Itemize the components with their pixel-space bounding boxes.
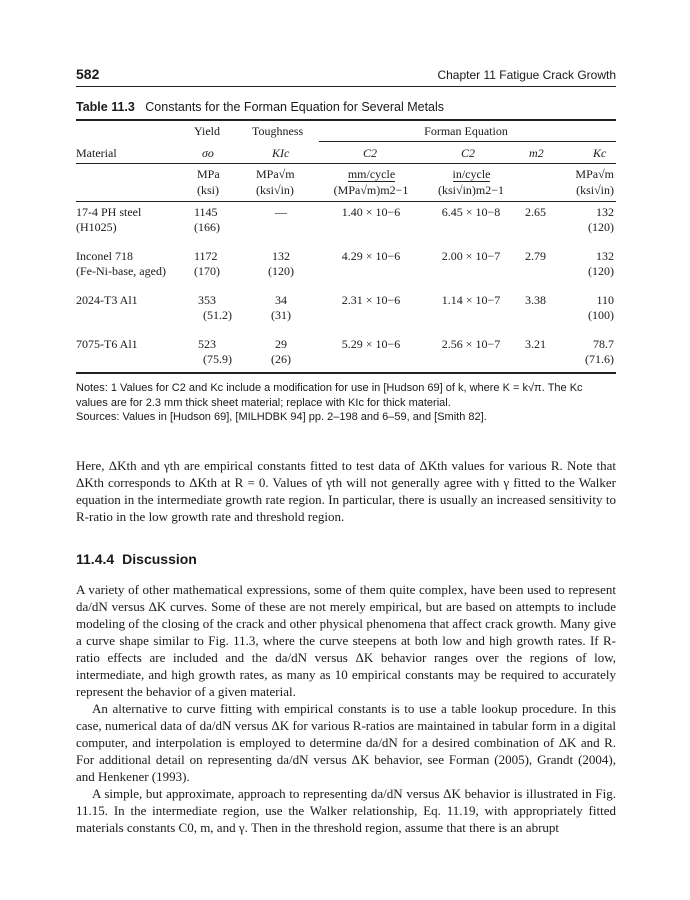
table-caption	[76, 100, 616, 114]
cell-sigma-us: (170)	[194, 264, 220, 278]
cell-sigma: 1145	[194, 205, 218, 219]
cell-m2: 3.21	[525, 337, 546, 351]
cell-material: 17-4 PH steel	[76, 205, 142, 219]
cell-c2-si: 5.29 × 10−6	[341, 337, 401, 351]
table-note-line: values are for 2.3 mm thick sheet material; replace with KIc for thick material.	[76, 396, 451, 409]
table-top-rule	[76, 119, 616, 121]
cell-sigma: 523	[198, 337, 216, 351]
header-kc: Kc	[593, 146, 607, 160]
cell-kic-us: (31)	[271, 308, 291, 322]
cell-sigma-us: (75.9)	[203, 352, 232, 366]
unit-kc-si: MPa√m	[575, 167, 614, 181]
cell-kc-us: (71.6)	[585, 352, 614, 366]
cell-kc: 132	[596, 205, 614, 219]
cell-sigma-us: (166)	[194, 220, 220, 234]
header-forman-equation: Forman Equation	[424, 124, 508, 138]
cell-c2-si: 1.40 × 10−6	[341, 205, 401, 219]
cell-c2-si: 4.29 × 10−6	[341, 249, 401, 263]
unit-kic-us: (ksi√in)	[256, 183, 294, 197]
header-c2-us: C2	[461, 146, 476, 160]
cell-kc: 132	[596, 249, 614, 263]
paragraph-text: A variety of other mathematical expressions, some of them quite complex, have been used to represent da/dN versus ΔK curves. Some of these are not merely empirical, but are based on attempts to include modeling of the closing of the crack and other physical phenomena that affect crack growth. Many give a curve shape similar to Fig. 11.3, where the curve steepens at both low and high growth rates. If R-ratio effects are included and the da/dN versus ΔK behavior ranges over the regions of low, intermediate, and high growth rates, as many as 10 empirical constants may be required to accurately represent the behavior of a given material.	[76, 582, 616, 699]
cell-material-note: (Fe-Ni-base, aged)	[76, 264, 166, 278]
cell-kc: 78.7	[593, 337, 614, 351]
unit-kic-si: MPa√m	[256, 167, 295, 181]
unit-sigma-si: MPa	[197, 167, 220, 181]
unit-c2-us-top	[429, 167, 514, 182]
cell-material: 7075-T6 Al1	[76, 337, 138, 351]
cell-sigma: 353	[198, 293, 216, 307]
section-title: Discussion	[122, 551, 197, 567]
cell-sigma-us: (51.2)	[203, 308, 232, 322]
cell-material-note: (H1025)	[76, 220, 117, 234]
cell-material: Inconel 718	[76, 249, 133, 263]
unit-c2-si-top	[329, 167, 414, 182]
cell-kic: 132	[272, 249, 290, 263]
cell-c2-us: 2.00 × 10−7	[441, 249, 501, 263]
cell-kc: 110	[596, 293, 614, 307]
cell-kic-us: (120)	[268, 264, 294, 278]
cell-kic: 34	[275, 293, 287, 307]
unit-c2-us-numerator: in/cycle	[452, 167, 491, 181]
section-heading	[76, 551, 205, 567]
unit-c2-si-numerator: mm/cycle	[347, 167, 396, 181]
cell-kic: 29	[275, 337, 287, 351]
header-c2-si: C2	[363, 146, 378, 160]
running-header	[76, 66, 616, 87]
forman-constants-table	[76, 119, 616, 374]
paragraph-threshold-constants	[76, 457, 616, 525]
cell-kic-us: (26)	[271, 352, 291, 366]
header-m2: m2	[529, 146, 544, 160]
cell-kc-us: (100)	[588, 308, 614, 322]
table-caption-text: Constants for the Forman Equation for Several Metals	[145, 100, 445, 114]
cell-c2-us: 2.56 × 10−7	[441, 337, 501, 351]
table-caption-label: Table 11.3	[76, 100, 135, 114]
cell-material: 2024-T3 Al1	[76, 293, 138, 307]
section-body	[76, 581, 616, 836]
table-bottom-rule	[76, 372, 616, 374]
header-bottom-rule	[76, 201, 616, 202]
cell-c2-si: 2.31 × 10−6	[341, 293, 401, 307]
cell-sigma: 1172	[194, 249, 218, 263]
forman-group-rule	[319, 141, 616, 142]
cell-kc-us: (120)	[588, 264, 614, 278]
paragraph-text: A simple, but approximate, approach to representing da/dN versus ΔK behavior is illustrated in Fig. 11.15. In the intermediate region, use the Walker relationship, Eq. 11.19, with appropriately fitted materials constants C0, m, and γ. Then in the threshold region, assume that there is an abrupt	[76, 786, 616, 835]
cell-m2: 2.79	[525, 249, 546, 263]
cell-m2: 2.65	[525, 205, 546, 219]
table-notes	[76, 381, 616, 425]
unit-kc-us: (ksi√in)	[576, 183, 614, 197]
unit-c2-si-bottom: (MPa√m)m2−1	[333, 183, 409, 197]
page-number: 582	[76, 66, 100, 82]
chapter-title: Chapter 11 Fatigue Crack Growth	[437, 68, 616, 82]
unit-sigma-us: (ksi)	[197, 183, 219, 197]
header-material: Material	[76, 146, 117, 160]
unit-c2-us-bottom: (ksi√in)m2−1	[437, 183, 505, 197]
cell-kic: —	[275, 205, 287, 219]
section-number: 11.4.4	[76, 551, 115, 567]
header-sigma: σo	[202, 146, 214, 160]
table-note-line: Sources: Values in [Hudson 69], [MILHDBK 94] pp. 2–198 and 6–59, and [Smith 82].	[76, 411, 487, 423]
cell-kc-us: (120)	[588, 220, 614, 234]
header-toughness: Toughness	[252, 124, 304, 138]
header-kic: KIc	[272, 146, 290, 160]
paragraph-text: Here, ΔKth and γth are empirical constants fitted to test data of ΔKth values for various R. Note that ΔKth corresponds to ΔKth at R = 0. Values of γth will not generally agree with γ fitted to the Walker equation in the intermediate growth rate region. In particular, there is usually an increased sensitivity to R-ratio in the low growth rate and threshold region.	[76, 458, 616, 524]
table-note-line: Notes: 1 Values for C2 and Kc include a modification for use in [Hudson 69] of k, where K = k√π. The Kc	[76, 382, 583, 394]
header-yield: Yield	[194, 124, 220, 138]
cell-c2-us: 1.14 × 10−7	[441, 293, 501, 307]
cell-m2: 3.38	[525, 293, 546, 307]
paragraph-text: An alternative to curve fitting with empirical constants is to use a table lookup procedure. In this case, numerical data of da/dN versus ΔK for various R-ratios are maintained in tabular form in a digital computer, and interpolation is employed to determine da/dN for a desired combination of ΔK and R. For additional detail on representing da/dN versus ΔK behavior, see Forman (2005), Grandt (2004), and Henkener (1993).	[76, 701, 616, 784]
header-mid-rule	[76, 163, 616, 164]
cell-c2-us: 6.45 × 10−8	[441, 205, 501, 219]
